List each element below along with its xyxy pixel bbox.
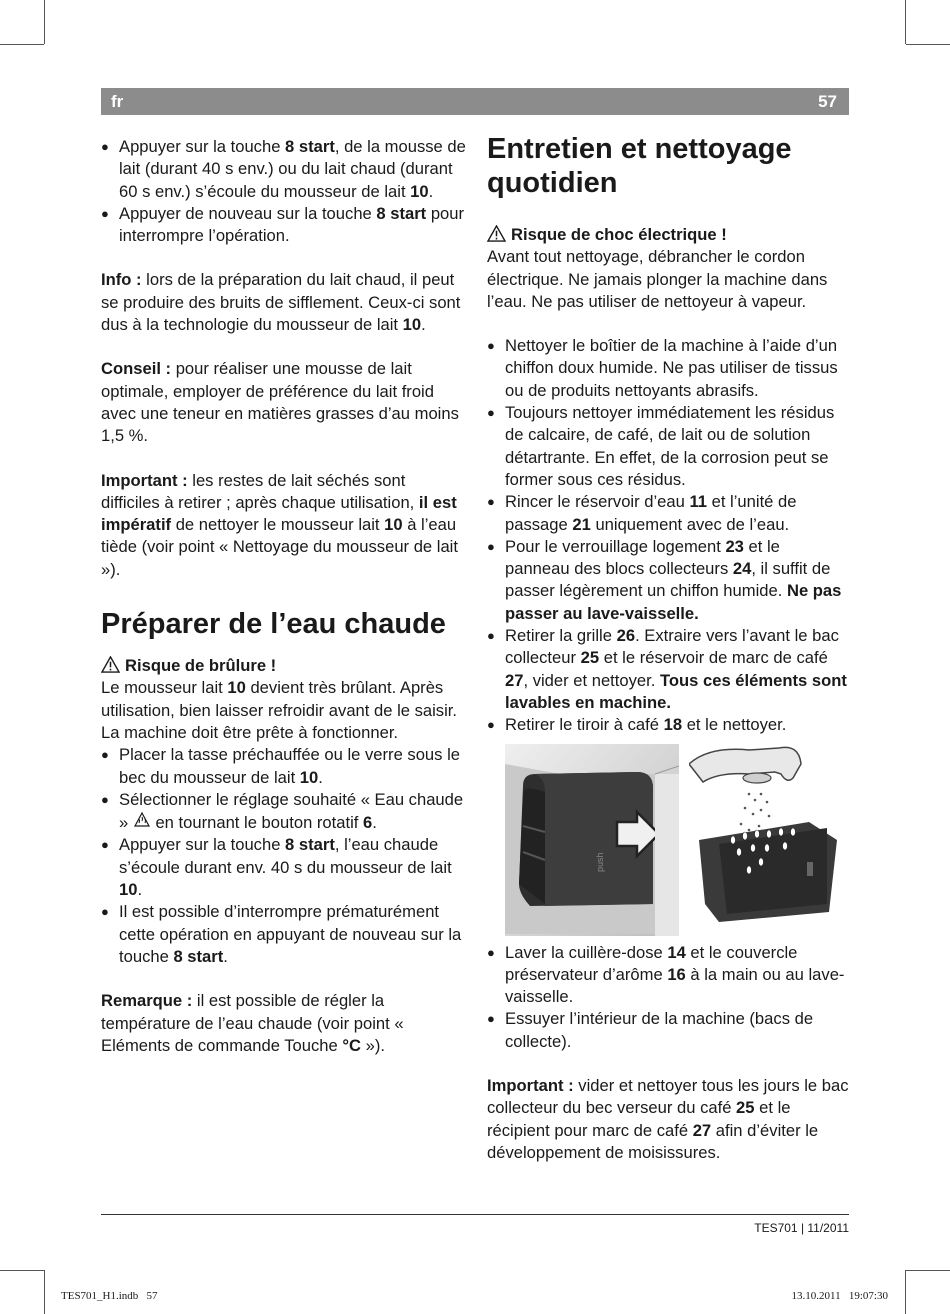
section-heading: Préparer de l’eau chaude bbox=[101, 608, 446, 641]
page-number: 57 bbox=[818, 92, 837, 111]
list-item: ● Appuyer sur la touche 8 start, l’eau chaude s’écoule durant env. 40 s du mousseur de lait 10. bbox=[101, 834, 466, 901]
print-slug-file: TES701_H1.indb 57 bbox=[61, 1290, 158, 1302]
cleaning-illustration bbox=[487, 744, 849, 936]
coffee-drawer-photo bbox=[505, 744, 679, 936]
important-note: Important : vider et nettoyer tous les jours le bac collecteur du bec verseur du café 25 et le récipient pour marc de café 27 afin d’éviter le développement de moisissures. bbox=[487, 1076, 849, 1162]
right-column bbox=[487, 132, 849, 1164]
language-code: fr bbox=[111, 92, 124, 111]
list-item: ● Laver la cuillère-dose 14 et le couvercle préservateur d’arôme 16 à la main ou au lave-vaisselle. bbox=[487, 942, 849, 1009]
crop-mark bbox=[906, 44, 950, 45]
list-item: ● Pour le verrouillage logement 23 et le panneau des blocs collecteurs 24, il suffit de passer légèrement un chiffon humide. Ne pas passer au lave-vaisselle. bbox=[487, 536, 849, 625]
list-item: ● Placer la tasse préchauffée ou le verre sous le bec du mousseur de lait 10. bbox=[101, 744, 466, 789]
crop-mark bbox=[44, 0, 45, 44]
list-item: ● Appuyer de nouveau sur la touche 8 start pour interrompre l’opération. bbox=[101, 203, 466, 248]
crop-mark bbox=[905, 1270, 906, 1314]
list-item: ● Retirer le tiroir à café 18 et le nettoyer. bbox=[487, 714, 849, 736]
crop-mark bbox=[906, 1270, 950, 1271]
warning-icon bbox=[101, 656, 120, 673]
list-item bbox=[101, 789, 466, 835]
list-item: ● Retirer la grille 26. Extraire vers l’avant le bac collecteur 25 et le réservoir de marc de café 27, vider et nettoyer. Tous ces éléments sont lavables en machine. bbox=[487, 625, 849, 714]
push-label: push bbox=[595, 852, 605, 872]
crop-mark bbox=[0, 44, 44, 45]
warning-title bbox=[101, 655, 466, 677]
list-item: ● Toujours nettoyer immédiatement les résidus de calcaire, de café, de lait ou de solution détartrante. En effet, de la corrosion peut se former sous ces résidus. bbox=[487, 402, 849, 491]
warning-icon bbox=[487, 225, 506, 242]
important-note: Important : les restes de lait séchés sont difficiles à retirer ; après chaque utilisation, il est impératif de nettoyer le mousseur lait 10 à l’eau tiède (voir point « Nettoyage du mousseur de lait »). bbox=[101, 470, 458, 579]
crop-mark bbox=[44, 1270, 45, 1314]
list-item-text: en tournant le bouton rotatif 6. bbox=[150, 813, 377, 833]
list-item: ● Rincer le réservoir d’eau 11 et l’unité de passage 21 uniquement avec de l’eau. bbox=[487, 491, 849, 536]
remark-note: Remarque : il est possible de régler la température de l’eau chaude (voir point « Eléments de commande Touche °C »). bbox=[101, 991, 404, 1055]
list-item: ● Nettoyer le boîtier de la machine à l’aide d’un chiffon doux humide. Ne pas utiliser de tissus ou de produits nettoyants abrasifs. bbox=[487, 335, 849, 402]
crop-mark bbox=[905, 0, 906, 44]
document-code: TES701 | 11/2011 bbox=[754, 1221, 849, 1235]
warning-title bbox=[487, 224, 849, 246]
warning-body: Le mousseur lait 10 devient très brûlant. Après utilisation, bien laisser refroidir avant de le saisir. bbox=[101, 678, 458, 720]
list-item: ● Appuyer sur la touche 8 start, de la mousse de lait (durant 40 s env.) ou du lait chaud (durant 60 s env.) s’écoule du mousseur de lait 10. bbox=[101, 136, 466, 203]
warning-body: Avant tout nettoyage, débrancher le cordon électrique. Ne jamais plonger la machine dans l’eau. Ne pas utiliser de nettoyeur à vapeur. bbox=[487, 247, 828, 311]
page-header-bar bbox=[101, 88, 849, 115]
rinsing-drawer-photo bbox=[689, 744, 849, 936]
list-item: ● Il est possible d’interrompre prématurément cette opération en appuyant de nouveau sur la touche 8 start. bbox=[101, 901, 466, 968]
prerequisite-text: La machine doit être prête à fonctionner. bbox=[101, 722, 399, 742]
list-item: ● Essuyer l’intérieur de la machine (bacs de collecte). bbox=[487, 1008, 849, 1053]
info-note: Info : lors de la préparation du lait chaud, il peut se produire des bruits de sifflement. Ceux-ci sont dus à la technologie du mousseur de lait 10. bbox=[101, 270, 461, 335]
warning-text: Risque de choc électrique ! bbox=[511, 225, 727, 244]
footer-divider bbox=[101, 1214, 849, 1215]
list-item-text: Sélectionner le réglage souhaité « Eau chaude » bbox=[119, 789, 464, 833]
warning-text: Risque de brûlure ! bbox=[125, 656, 277, 676]
hot-water-icon bbox=[133, 811, 151, 831]
section-heading: Entretien et nettoyage quotidien bbox=[487, 133, 792, 199]
crop-mark bbox=[0, 1270, 44, 1271]
tip-note: Conseil : pour réaliser une mousse de lait optimale, employer de préférence du lait froid avec une teneur en matières grasses d’au moins 1,5 %. bbox=[101, 359, 459, 446]
print-slug-date: 13.10.2011 19:07:30 bbox=[791, 1290, 888, 1302]
left-column bbox=[101, 136, 466, 1057]
